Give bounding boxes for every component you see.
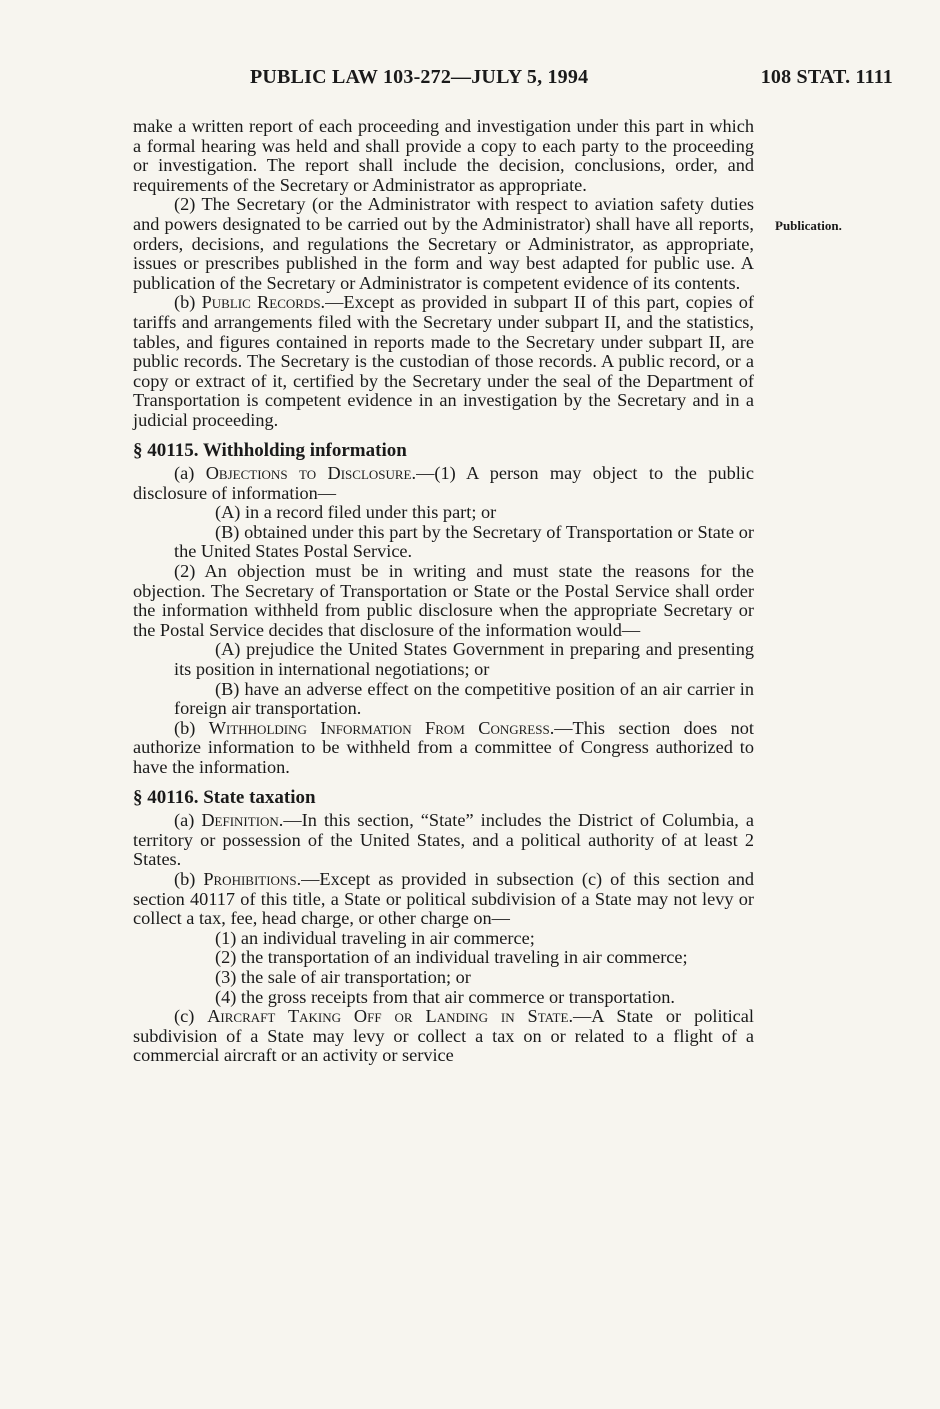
clause: (A) in a record filed under this part; or bbox=[215, 502, 497, 523]
paragraph: (2) An objection must be in writing and must state the reasons for the objection. The Secretary of Transportation or State or the Postal Service shall order the information withheld from public disclosure when the appropriate Secretary or the Postal Service decides that disclosure of the information would— bbox=[133, 561, 754, 640]
paragraph-lead: (a) bbox=[174, 463, 206, 484]
paragraph bbox=[133, 811, 754, 870]
paragraph bbox=[133, 464, 754, 503]
paragraph-body: —(1) A person may object to the public disclosure of information— bbox=[133, 463, 754, 503]
run-in-heading: Prohibitions. bbox=[203, 868, 302, 889]
paragraph-body: —A State or political subdivision of a State may levy or collect a tax on or related to a flight of a commercial aircraft or an activity or service bbox=[133, 1006, 754, 1066]
paragraph bbox=[133, 1007, 754, 1066]
clause: (3) the sale of air transportation; or bbox=[215, 966, 471, 987]
paragraph: (2) The Secretary (or the Administrator with respect to aviation safety duties and powers designated to be carried out by the Administrator) shall have all reports, orders, decisions, and regulations the Secretary or Administrator, as appropriate, issues or prescribes published in the form and way best adapted for public use. A publication of the Secretary or Administrator is competent evidence of its contents. bbox=[133, 194, 754, 293]
page-header-title: PUBLIC LAW 103-272—JULY 5, 1994 bbox=[250, 66, 589, 88]
paragraph-lead: (b) bbox=[174, 868, 204, 889]
clause: (1) an individual traveling in air commerce; bbox=[215, 927, 535, 948]
clause: (B) obtained under this part by the Secretary of Transportation or State or the United States Postal Service. bbox=[174, 521, 754, 562]
paragraph: make a written report of each proceeding and investigation under this part in which a formal hearing was held and shall provide a copy to each party to the proceeding or investigation. The report shall include the decision, conclusions, order, and requirements of the Secretary or Administrator as appropriate. bbox=[133, 116, 754, 195]
paragraph bbox=[133, 293, 754, 430]
paragraph-lead: (c) bbox=[174, 1006, 208, 1027]
running-head bbox=[0, 66, 940, 92]
paragraph-lead: (b) bbox=[174, 292, 202, 313]
body-column bbox=[133, 117, 754, 1066]
page-header-stat: 108 STAT. 1111 bbox=[760, 66, 893, 88]
run-in-heading: Definition. bbox=[201, 810, 284, 831]
paragraph-lead: (b) bbox=[174, 717, 209, 738]
run-in-heading: Withholding Information From Congress. bbox=[208, 717, 555, 738]
run-in-heading: Public Records. bbox=[201, 292, 326, 313]
paragraph-lead: (a) bbox=[174, 810, 202, 831]
section-heading: § 40115. Withholding information bbox=[133, 439, 407, 461]
clause: (A) prejudice the United States Government in preparing and presenting its position in international negotiations; or bbox=[174, 639, 754, 680]
paragraph-body: —Except as provided in subpart II of this part, copies of tariffs and arrangements filed with the Secretary under subpart II, and the statistics, tables, and figures contained in reports made to the Secretary under subpart II, are public records. The Secretary is the custodian of those records. A public record, or a copy or extract of it, certified by the Secretary under the seal of the Department of Transportation is competent evidence in an investigation by the Secretary and in a judicial proceeding. bbox=[133, 292, 755, 430]
margin-note: Publication. bbox=[775, 218, 842, 233]
clause: (4) the gross receipts from that air commerce or transportation. bbox=[215, 986, 675, 1007]
paragraph-body: —Except as provided in subsection (c) of this section and section 40117 of this title, a State or political subdivision of a State may not levy or collect a tax, fee, head charge, or other charge on— bbox=[133, 868, 755, 929]
section-heading: § 40116. State taxation bbox=[133, 786, 316, 808]
paragraph bbox=[133, 870, 754, 929]
paragraph bbox=[133, 719, 754, 778]
run-in-heading: Aircraft Taking Off or Landing in State. bbox=[207, 1006, 574, 1027]
paragraph-body: —This section does not authorize information to be withheld from a committee of Congress authorized to have the information. bbox=[133, 717, 754, 777]
run-in-heading: Objections to Disclosure. bbox=[205, 463, 417, 484]
paragraph-body: —In this section, “State” includes the District of Columbia, a territory or possession of the United States, and a political authority of at least 2 States. bbox=[133, 810, 754, 870]
clause: (B) have an adverse effect on the competitive position of an air carrier in foreign air transportation. bbox=[174, 678, 754, 719]
clause: (2) the transportation of an individual traveling in air commerce; bbox=[215, 947, 688, 968]
